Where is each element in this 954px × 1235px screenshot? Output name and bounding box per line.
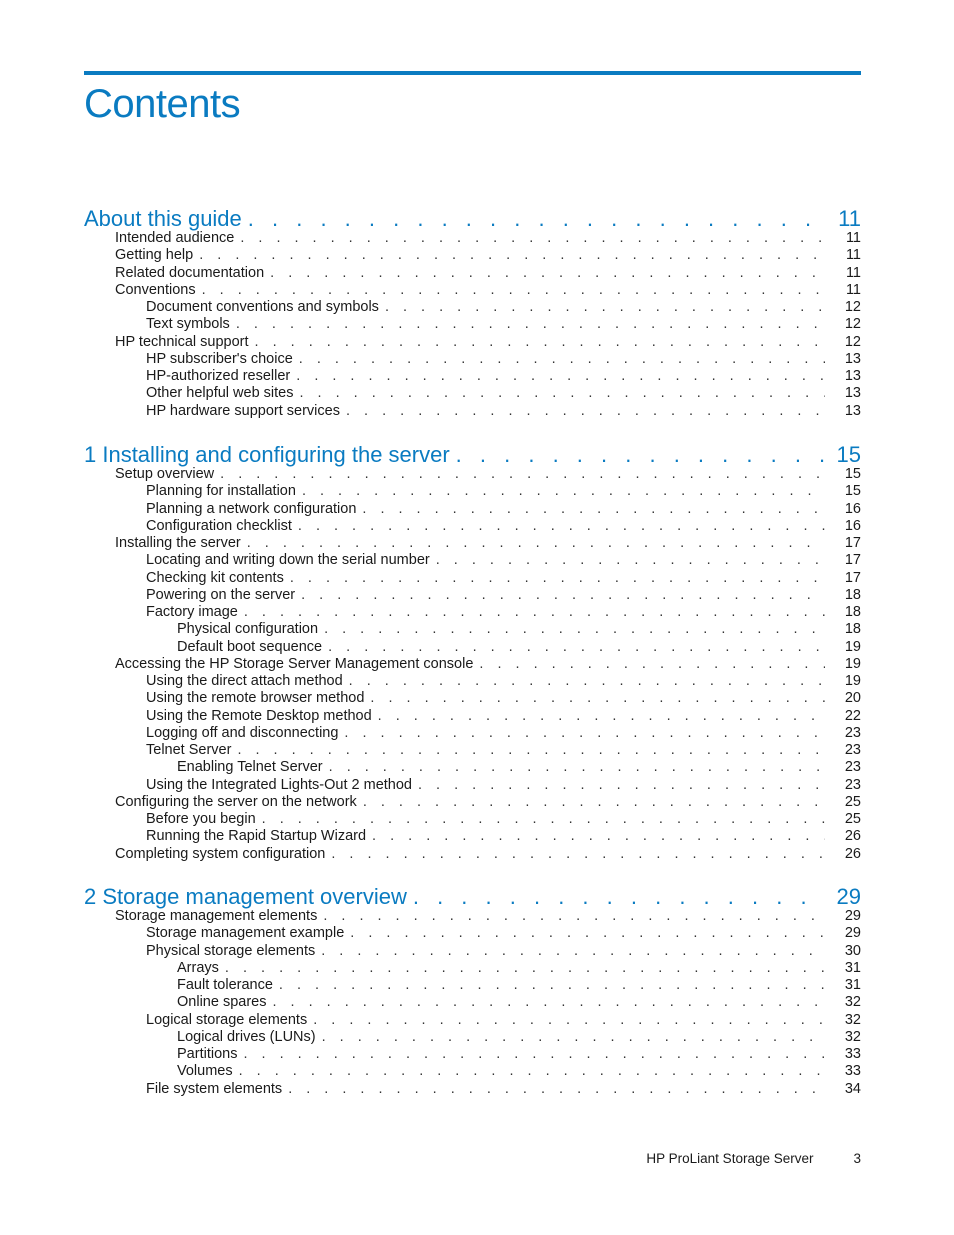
- toc-section-title: Completing system configuration: [115, 845, 326, 862]
- toc-section-title: Factory image: [146, 604, 238, 620]
- toc-section-entry[interactable]: [84, 333, 861, 351]
- toc-leader-dots: [313, 1011, 825, 1029]
- toc-section-entry[interactable]: [84, 551, 861, 569]
- toc-section-page: 18: [844, 621, 861, 638]
- toc-section-title: Using the Remote Desktop method: [146, 707, 372, 724]
- toc-section-title: Text symbols: [146, 316, 230, 333]
- toc-section-page: 22: [844, 707, 861, 724]
- toc-section-title: Accessing the HP Storage Server Management console: [115, 655, 474, 672]
- toc-section-page: 29: [844, 925, 861, 942]
- toc-leader-dots: [378, 707, 825, 725]
- toc-section-title: Running the Rapid Startup Wizard: [146, 828, 367, 845]
- toc-leader-dots: [418, 776, 825, 794]
- toc-section-entry[interactable]: [84, 845, 861, 863]
- toc-section-title: Logical storage elements: [146, 1011, 308, 1028]
- toc-leader-dots: [323, 907, 825, 925]
- toc-section-entry[interactable]: [84, 655, 861, 673]
- toc-leader-dots: [370, 689, 825, 707]
- toc-section-title: HP subscriber's choice: [146, 350, 293, 367]
- toc-section-page: 31: [844, 977, 861, 993]
- toc-leader-dots: [296, 367, 825, 385]
- toc-section-title: Intended audience: [115, 230, 235, 246]
- toc-section-title: Volumes: [177, 1063, 233, 1080]
- toc-section-entry[interactable]: [84, 620, 861, 638]
- toc-section-entry[interactable]: [84, 281, 861, 299]
- toc-section-title: Before you begin: [146, 811, 256, 827]
- toc-leader-dots: [290, 569, 825, 587]
- toc-section-entry[interactable]: [84, 976, 861, 994]
- toc-leader-dots: [363, 793, 825, 811]
- toc-leader-dots: [262, 810, 825, 828]
- toc-leader-dots: [279, 976, 825, 994]
- toc-section-page: 23: [844, 724, 861, 741]
- toc-section-page: 20: [844, 690, 861, 707]
- toc-section-page: 31: [844, 959, 861, 976]
- toc-section-page: 19: [844, 673, 861, 689]
- toc-section-title: Installing the server: [115, 535, 241, 551]
- toc-section-page: 33: [844, 1063, 861, 1080]
- toc-leader-dots: [331, 845, 825, 863]
- toc-leader-dots: [298, 517, 825, 535]
- toc-section-entry[interactable]: [84, 384, 861, 402]
- toc-chapter-page: 29: [836, 884, 861, 909]
- toc-section-entry[interactable]: [84, 350, 861, 368]
- toc-section-page: 13: [844, 350, 861, 367]
- toc-section-entry[interactable]: [84, 1080, 861, 1098]
- toc-section-page: 17: [844, 569, 861, 586]
- toc-section-entry[interactable]: [84, 810, 861, 828]
- toc-section-title: Telnet Server: [146, 742, 232, 758]
- toc-section-entry[interactable]: [84, 1062, 861, 1080]
- toc-leader-dots: [362, 500, 825, 518]
- toc-section-page: 23: [844, 742, 861, 758]
- toc-section-page: 33: [844, 1046, 861, 1062]
- toc-section-page: 32: [844, 994, 861, 1011]
- toc-chapter-title: About this guide: [84, 206, 242, 231]
- toc-section-entry[interactable]: [84, 246, 861, 264]
- toc-leader-dots: [239, 1062, 825, 1080]
- toc-section-page: 13: [844, 368, 861, 384]
- toc-section-page: 29: [844, 908, 861, 924]
- toc-section-page: 34: [844, 1080, 861, 1097]
- toc-section-page: 18: [844, 586, 861, 603]
- toc-leader-dots: [236, 315, 825, 333]
- toc-section-page: 25: [844, 811, 861, 827]
- toc-leader-dots: [324, 620, 825, 638]
- toc-section-entry[interactable]: [84, 402, 861, 420]
- toc-section-title: Physical configuration: [177, 621, 319, 638]
- toc-section-title: Planning a network configuration: [146, 500, 357, 517]
- toc-section-title: Partitions: [177, 1046, 238, 1062]
- toc-leader-dots: [247, 534, 825, 552]
- toc-section-entry[interactable]: [84, 500, 861, 518]
- toc-section-entry[interactable]: [84, 758, 861, 776]
- toc-chapter-page: 11: [838, 206, 861, 231]
- toc-section-page: 19: [844, 638, 861, 655]
- toc-section-title: Using the Integrated Lights-Out 2 method: [146, 776, 412, 793]
- toc-leader-dots: [321, 942, 825, 960]
- toc-section-page: 11: [845, 281, 861, 298]
- toc-section-title: HP hardware support services: [146, 402, 340, 419]
- toc-leader-dots: [302, 482, 825, 500]
- toc-section-entry[interactable]: [84, 315, 861, 333]
- page-title: Contents: [84, 82, 241, 126]
- toc-section-title: Planning for installation: [146, 483, 296, 500]
- toc-leader-dots: [243, 1045, 825, 1063]
- toc-chapter-title: 2 Storage management overview: [84, 884, 407, 909]
- toc-leader-dots: [385, 298, 825, 316]
- toc-leader-dots: [255, 333, 825, 351]
- toc-section-page: 19: [844, 655, 861, 672]
- toc-section-title: Setup overview: [115, 466, 215, 482]
- toc-section-page: 25: [844, 793, 861, 810]
- toc-section-entry[interactable]: [84, 924, 861, 942]
- toc-leader-dots: [244, 603, 825, 621]
- toc-section-page: 18: [844, 604, 861, 620]
- toc-section-entry[interactable]: [84, 707, 861, 725]
- toc-section-page: 23: [844, 759, 861, 776]
- toc-leader-dots: [372, 827, 825, 845]
- footer-product: HP ProLiant Storage Server: [646, 1151, 814, 1166]
- toc-section-entry[interactable]: [84, 907, 861, 925]
- toc-section-title: Other helpful web sites: [146, 385, 294, 402]
- toc-section-page: 17: [844, 535, 861, 551]
- toc-section-entry[interactable]: [84, 1011, 861, 1029]
- toc-section-entry[interactable]: [84, 741, 861, 759]
- toc-section-entry[interactable]: [84, 465, 861, 483]
- toc-section-title: Document conventions and symbols: [146, 299, 379, 315]
- toc-leader-dots: [350, 924, 825, 942]
- toc-section-entry[interactable]: [84, 959, 861, 977]
- toc-leader-dots: [301, 586, 825, 604]
- toc-section-entry[interactable]: [84, 1028, 861, 1046]
- toc-section-entry[interactable]: [84, 569, 861, 587]
- toc-section-entry[interactable]: [84, 793, 861, 811]
- toc-leader-dots: [202, 281, 825, 299]
- toc-leader-dots: [436, 551, 825, 569]
- toc-section-entry[interactable]: [84, 298, 861, 316]
- toc-section-title: Conventions: [115, 281, 196, 298]
- toc-leader-dots: [199, 246, 825, 264]
- toc-section-title: Fault tolerance: [177, 977, 273, 993]
- toc-section-page: 11: [845, 264, 861, 281]
- toc-leader-dots: [300, 384, 826, 402]
- toc-section-page: 13: [844, 402, 861, 419]
- toc-section-entry[interactable]: [84, 942, 861, 960]
- toc-section-title: HP technical support: [115, 333, 249, 350]
- toc-leader-dots: [299, 350, 825, 368]
- toc-leader-dots: [240, 229, 825, 247]
- toc-section-title: Configuring the server on the network: [115, 793, 357, 810]
- toc-section-page: 32: [844, 1011, 861, 1028]
- toc-section-entry[interactable]: [84, 229, 861, 247]
- toc-section-entry[interactable]: [84, 724, 861, 742]
- toc-section-page: 23: [844, 776, 861, 793]
- toc-section-entry[interactable]: [84, 264, 861, 282]
- toc-section-title: Using the direct attach method: [146, 673, 343, 689]
- toc-section-title: Arrays: [177, 959, 219, 976]
- toc-section-title: Logging off and disconnecting: [146, 724, 339, 741]
- toc-section-entry[interactable]: [84, 689, 861, 707]
- toc-section-page: 13: [844, 385, 861, 402]
- toc-section-entry[interactable]: [84, 534, 861, 552]
- toc-section-title: HP-authorized reseller: [146, 368, 291, 384]
- toc-section-page: 16: [844, 517, 861, 534]
- toc-leader-dots: [322, 1028, 825, 1046]
- toc-leader-dots: [225, 959, 825, 977]
- toc-section-title: Locating and writing down the serial number: [146, 552, 430, 569]
- toc-section-title: File system elements: [146, 1080, 283, 1097]
- toc-section-title: Getting help: [115, 247, 194, 264]
- toc-section-page: 26: [844, 828, 861, 845]
- toc-section-entry[interactable]: [84, 1045, 861, 1063]
- toc-section-page: 15: [844, 466, 861, 482]
- toc-section-entry[interactable]: [84, 603, 861, 621]
- toc-section-entry[interactable]: [84, 672, 861, 690]
- toc-leader-dots: [328, 638, 825, 656]
- toc-section-page: 11: [845, 247, 861, 264]
- toc-section-page: 12: [844, 299, 861, 315]
- toc-section-title: Checking kit contents: [146, 569, 284, 586]
- toc-section-title: Related documentation: [115, 264, 265, 281]
- toc-section-page: 12: [844, 333, 861, 350]
- toc-section-title: Logical drives (LUNs): [177, 1028, 316, 1045]
- toc-section-title: Default boot sequence: [177, 638, 323, 655]
- top-rule: [84, 71, 861, 75]
- toc-section-title: Configuration checklist: [146, 517, 292, 534]
- toc-leader-dots: [349, 672, 825, 690]
- toc-section-entry[interactable]: [84, 776, 861, 794]
- toc-section-entry[interactable]: [84, 827, 861, 845]
- toc-section-page: 26: [844, 845, 861, 862]
- toc-leader-dots: [344, 724, 825, 742]
- page-footer: [600, 1151, 861, 1166]
- toc-section-page: 16: [844, 500, 861, 517]
- toc-section-page: 17: [844, 552, 861, 569]
- toc-leader-dots: [237, 741, 825, 759]
- footer-page-number: 3: [853, 1151, 861, 1166]
- toc-leader-dots: [272, 993, 825, 1011]
- toc-section-title: Physical storage elements: [146, 942, 316, 959]
- toc-section-title: Storage management elements: [115, 908, 318, 924]
- toc-chapter-title: 1 Installing and configuring the server: [84, 442, 450, 467]
- toc-section-page: 15: [844, 483, 861, 500]
- toc-leader-dots: [288, 1080, 825, 1098]
- toc-section-page: 11: [845, 230, 861, 246]
- toc-leader-dots: [220, 465, 825, 483]
- toc-section-title: Storage management example: [146, 925, 345, 942]
- toc-leader-dots: [270, 264, 825, 282]
- toc-section-page: 12: [844, 316, 861, 333]
- toc-section-page: 30: [844, 942, 861, 959]
- toc-leader-dots: [329, 758, 825, 776]
- toc-chapter-page: 15: [836, 442, 861, 467]
- toc-section-title: Powering on the server: [146, 586, 296, 603]
- toc-section-page: 32: [844, 1028, 861, 1045]
- toc-section-entry[interactable]: [84, 586, 861, 604]
- toc-section-entry[interactable]: [84, 367, 861, 385]
- toc-section-entry[interactable]: [84, 482, 861, 500]
- toc-section-entry[interactable]: [84, 638, 861, 656]
- toc-leader-dots: [346, 402, 825, 420]
- toc-section-entry[interactable]: [84, 517, 861, 535]
- toc-section-title: Online spares: [177, 994, 267, 1011]
- toc-leader-dots: [479, 655, 825, 673]
- toc-section-title: Using the remote browser method: [146, 690, 365, 707]
- toc-section-entry[interactable]: [84, 993, 861, 1011]
- toc-section-title: Enabling Telnet Server: [177, 759, 323, 776]
